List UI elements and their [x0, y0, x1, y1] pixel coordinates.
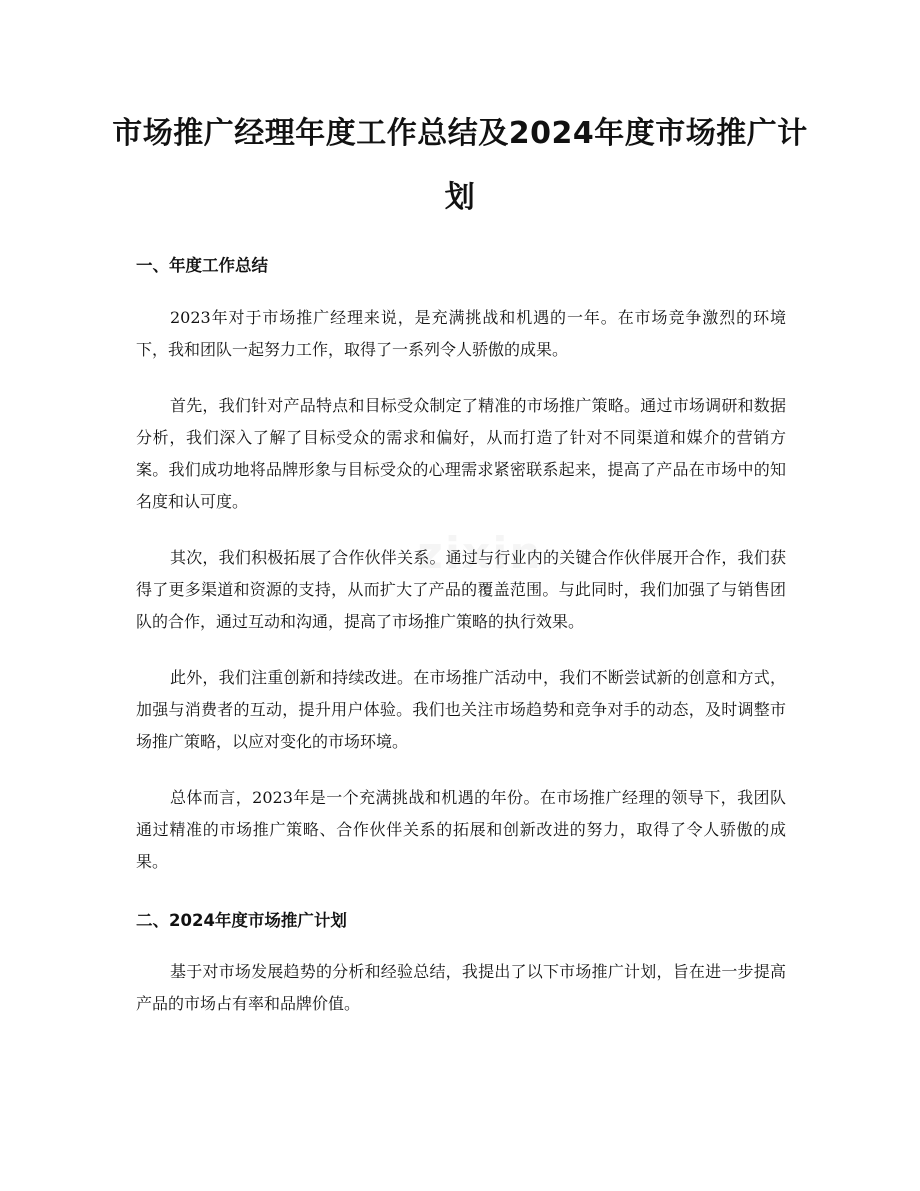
- paragraph-summary-partners: 其次，我们积极拓展了合作伙伴关系。通过与行业内的关键合作伙伴展开合作，我们获得了更多渠道和资源的支持，从而扩大了产品的覆盖范围。与此同时，我们加强了与销售团队的合作，通过互动和沟通，提高了市场推广策略的执行效果。: [136, 548, 786, 631]
- paragraph-plan-intro: 基于对市场发展趋势的分析和经验总结，我提出了以下市场推广计划，旨在进一步提高产品的市场占有率和品牌价值。: [136, 962, 786, 1013]
- section-heading-annual-summary: 一、年度工作总结: [136, 256, 268, 275]
- section-heading-2024-plan: 二、2024年度市场推广计划: [136, 911, 347, 930]
- paragraph-summary-strategy: 首先，我们针对产品特点和目标受众制定了精准的市场推广策略。通过市场调研和数据分析，我们深入了解了目标受众的需求和偏好，从而打造了针对不同渠道和媒介的营销方案。我们成功地将品牌形象与目标受众的心理需求紧密联系起来，提高了产品在市场中的知名度和认可度。: [136, 396, 786, 511]
- document-title: 市场推广经理年度工作总结及2024年度市场推广计划: [112, 116, 808, 215]
- paragraph-summary-intro: 2023年对于市场推广经理来说，是充满挑战和机遇的一年。在市场竞争激烈的环境下，我和团队一起努力工作，取得了一系列令人骄傲的成果。: [136, 308, 786, 359]
- paragraph-summary-conclusion: 总体而言，2023年是一个充满挑战和机遇的年份。在市场推广经理的领导下，我团队通过精准的市场推广策略、合作伙伴关系的拓展和创新改进的努力，取得了令人骄傲的成果。: [136, 788, 786, 871]
- paragraph-summary-innovation: 此外，我们注重创新和持续改进。在市场推广活动中，我们不断尝试新的创意和方式，加强与消费者的互动，提升用户体验。我们也关注市场趋势和竞争对手的动态，及时调整市场推广策略，以应对变化的市场环境。: [136, 668, 786, 751]
